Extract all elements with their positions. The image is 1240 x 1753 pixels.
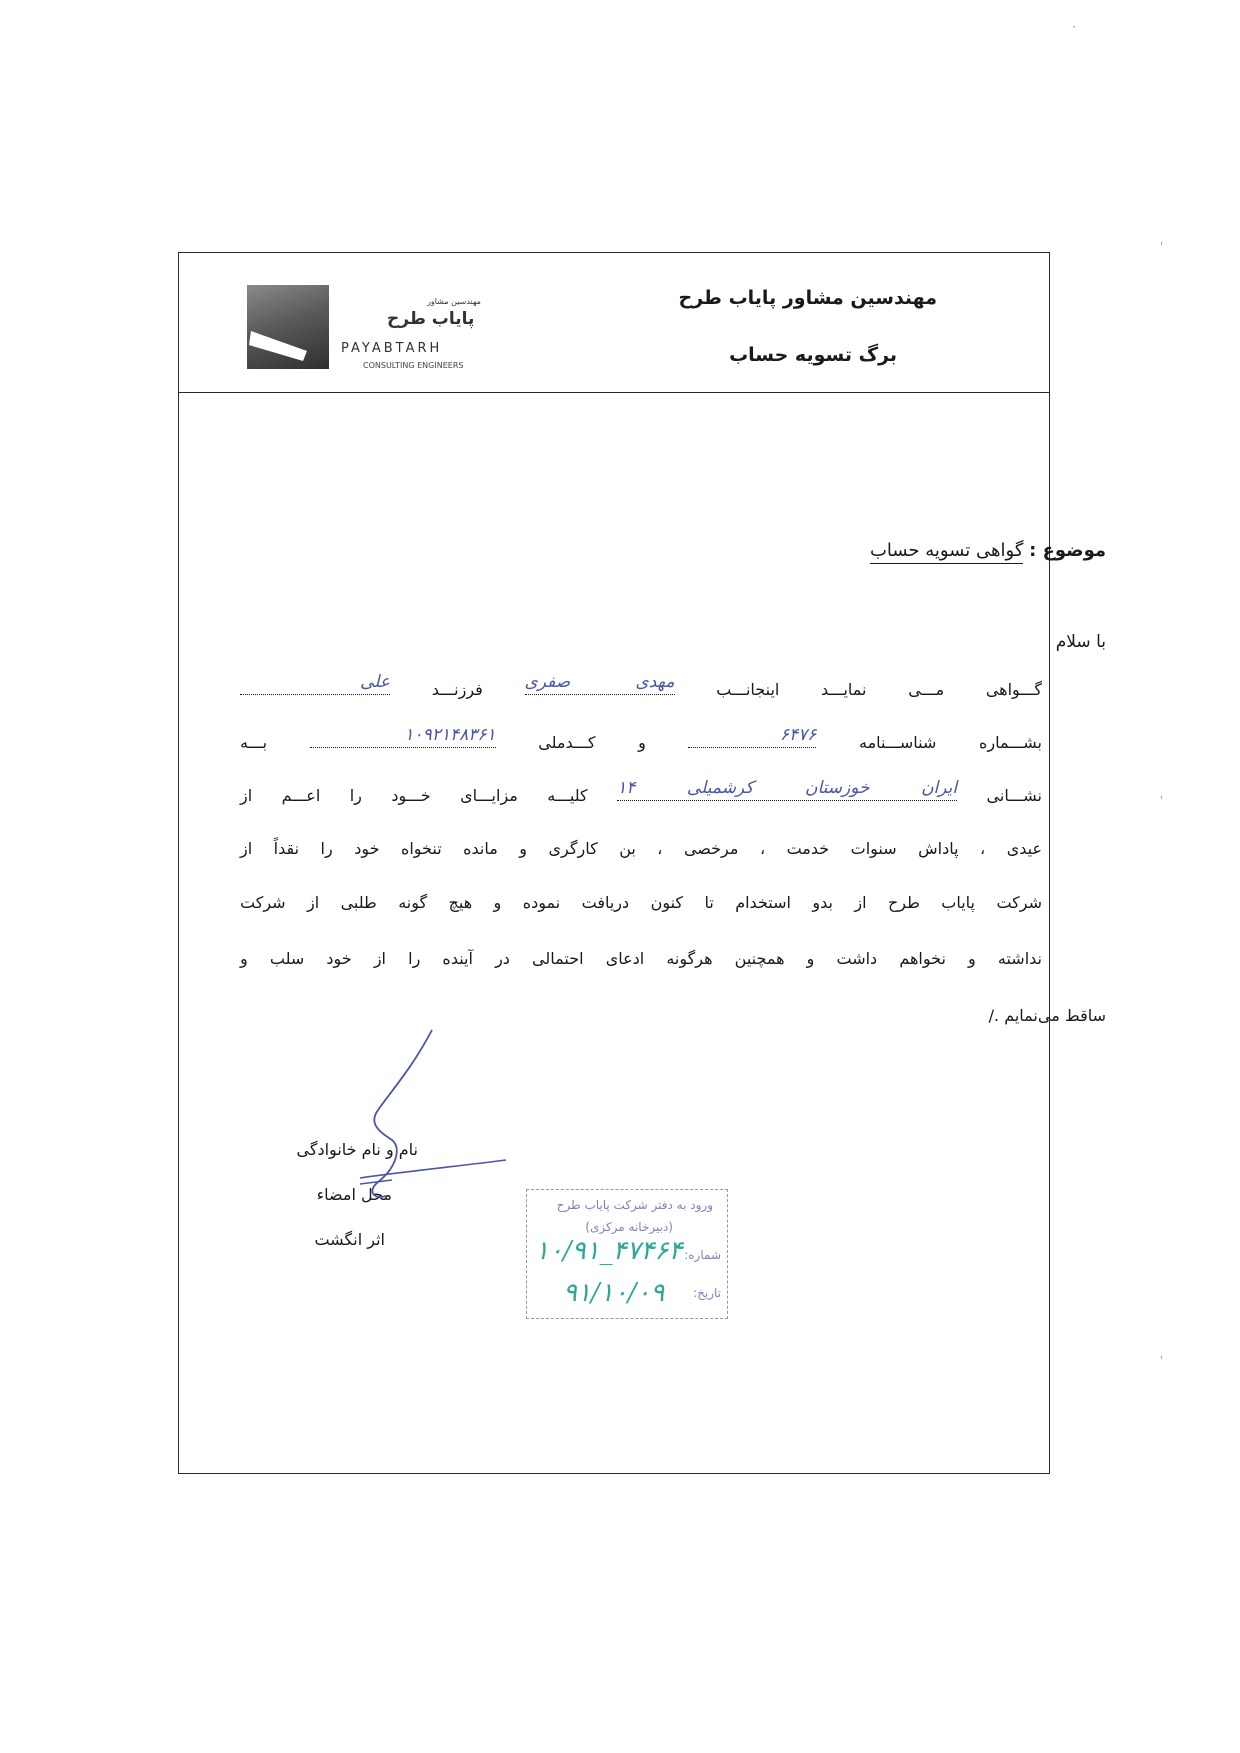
name-label: نام و نام خانوادگی <box>296 1140 418 1159</box>
registration-stamp <box>526 1189 728 1319</box>
greeting: با سلام <box>1055 632 1106 652</box>
body-text: فرزنـــد <box>431 680 483 699</box>
body-line-5: شرکت پایاب طرح از بدو استخدام تا کنون دریافت نموده و هیچ گونه طلبی از شرکت <box>240 893 1042 912</box>
handwritten-id-number: ۶۴۷۶ <box>779 725 817 745</box>
signature-place-label: محل امضاء <box>316 1185 392 1204</box>
body-line-7: ساقط می‌نمایم ./ <box>988 1006 1106 1025</box>
stamp-date-value: ۹۱/۱۰/۰۹ <box>563 1278 665 1308</box>
body-line-4: عیدی ، پاداش سنوات خدمت ، مرخصی ، بن کارگری و مانده تنخواه خود را نقداً از <box>240 839 1042 858</box>
handwritten-name: مهدی صفری <box>524 672 675 692</box>
logo-text-small: مهندسین مشاور <box>427 297 481 306</box>
logo-text-latin: PAYABTARH <box>341 341 443 356</box>
body-text: بـــه <box>240 733 268 752</box>
handwritten-father-name: علی <box>360 672 390 692</box>
body-text: نشـــانی <box>986 786 1042 805</box>
scan-speck: · <box>1072 20 1076 34</box>
body-text: گـــواهی مـــی نمایـــد اینجانـــب <box>716 680 1042 699</box>
body-text: کلیـــه مزایـــای خـــود را اعـــم از <box>240 786 588 805</box>
stamp-subheading: (دبیرخانه مرکزی) <box>585 1220 673 1234</box>
stamp-heading: ورود به دفتر شرکت پایاب طرح <box>556 1198 713 1212</box>
scan-speck: ˌ <box>1160 232 1164 246</box>
handwritten-national-code: ۱۰۹۲۱۴۸۳۶۱ <box>404 725 496 745</box>
subject-value: گواهی تسویه حساب <box>870 540 1023 564</box>
fingerprint-label: اثر انگشت <box>314 1230 385 1249</box>
stamp-number-label: شماره: <box>684 1248 721 1262</box>
handwritten-address: ایران خوزستان کرشمیلی ۱۴ <box>617 778 958 798</box>
company-name: مهندسین مشاور پایاب طرح <box>678 287 937 309</box>
subject-label: موضوع : <box>1029 540 1106 561</box>
scan-speck: ˌ <box>1160 786 1164 800</box>
logo-tagline: CONSULTING ENGINEERS <box>363 361 464 370</box>
form-title: برگ تسویه حساب <box>729 344 897 366</box>
logo-text-persian: پایاب طرح <box>387 309 475 329</box>
scan-speck: ˌ <box>1160 1346 1164 1360</box>
body-text: بشـــماره شناســـنامه <box>858 733 1043 752</box>
body-text: و کـــدملی <box>538 733 646 752</box>
stamp-date-label: تاریخ: <box>693 1286 721 1300</box>
stamp-number-value: ۱۰/۹۱_۴۷۴۶۴ <box>535 1236 683 1266</box>
body-line-6: نداشته و نخواهم داشت و همچنین هرگونه ادعای احتمالی در آینده را از خود سلب و <box>240 949 1042 968</box>
